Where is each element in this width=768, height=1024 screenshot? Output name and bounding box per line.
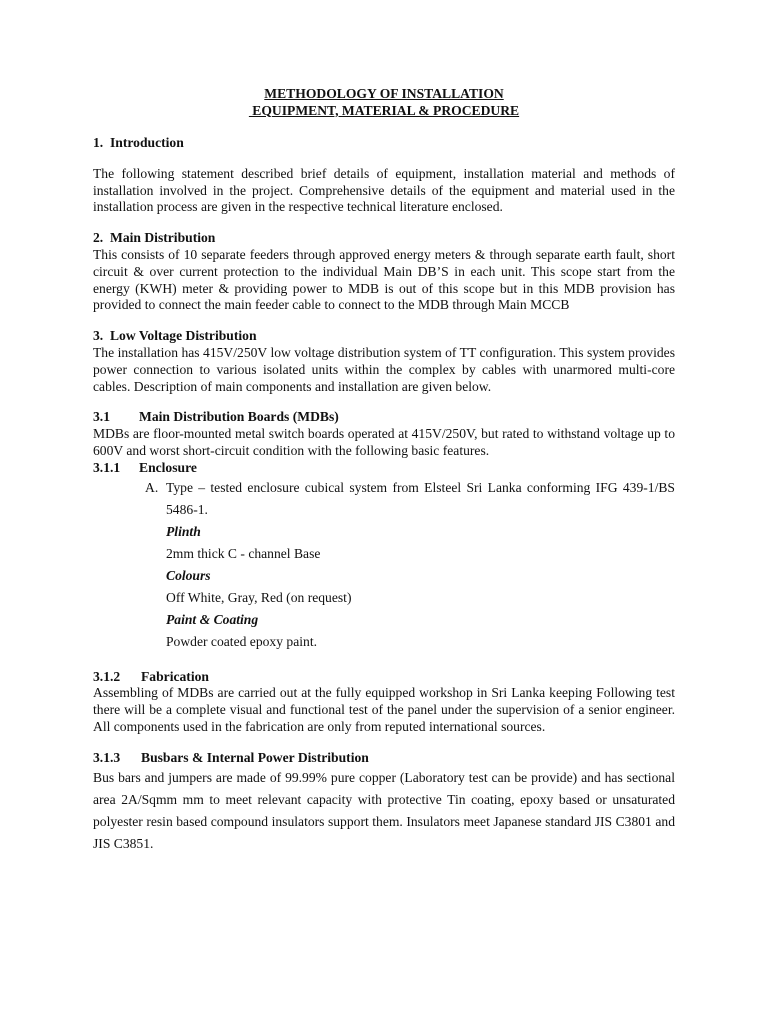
document-title-line-2: EQUIPMENT, MATERIAL & PROCEDURE — [248, 102, 520, 118]
section-heading-low-voltage: 3. Low Voltage Distribution — [93, 328, 257, 344]
document-title-line-1: METHODOLOGY OF INSTALLATION — [264, 86, 504, 101]
section-heading-introduction: 1. Introduction — [93, 135, 184, 150]
section-number-busbars: 3.1.3 — [93, 749, 121, 765]
paint-text: Powder coated epoxy paint. — [166, 633, 317, 649]
section-title-fabrication: Fabrication — [141, 668, 209, 684]
section-heading-main-distribution: 2. Main Distribution — [93, 230, 216, 246]
section-number-enclosure: 3.1.1 — [93, 459, 121, 475]
enclosure-list — [145, 477, 675, 653]
list-item-text: Type – tested enclosure cubical system from Elsteel Sri Lanka conforming IFG 439-1/BS 5486-1. — [166, 479, 675, 517]
section-text-fabrication: Assembling of MDBs are carried out at the fully equipped workshop in Sri Lanka keeping Following test there will be a complete visual and functional test of the panel under the supervision of a senior engineer. All components used in the fabrication are only from reputed international sources. — [93, 685, 675, 734]
section-heading-busbars — [93, 750, 675, 767]
section-heading-fabrication — [93, 669, 675, 686]
section-heading-mdb — [93, 409, 675, 426]
section-text-introduction: The following statement described brief details of equipment, installation material and methods of installation involved in the project. Comprehensive details of the equipment and material used in the installation process are given in the respective technical literature enclosed. — [93, 165, 675, 215]
section-text-busbars: Bus bars and jumpers are made of 99.99% pure copper (Laboratory test can be provide) and has sectional area 2A/Sqmm mm to meet relevant capacity with protective Tin coating, epoxy based or unsaturated polyester resin based compound insulators support them. Insulators meet Japanese standard JIS C3801 and JIS C3851. — [93, 769, 675, 851]
section-text-low-voltage: The installation has 415V/250V low voltage distribution system of TT configuration. This system provides power connection to various isolated units within the complex by cables with unarmored multi-core cables. Description of main components and installation are given below. — [93, 344, 675, 394]
section-title-enclosure: Enclosure — [139, 459, 197, 475]
paint-label: Paint & Coating — [166, 611, 259, 627]
colours-label: Colours — [166, 567, 211, 583]
section-title-mdb: Main Distribution Boards (MDBs) — [139, 409, 339, 425]
list-marker: A. — [145, 479, 159, 495]
document-page — [93, 86, 675, 855]
plinth-text: 2mm thick C - channel Base — [166, 545, 321, 561]
section-number-fabrication: 3.1.2 — [93, 668, 121, 684]
section-title-busbars: Busbars & Internal Power Distribution — [141, 749, 369, 765]
list-item — [145, 477, 675, 521]
section-number-mdb: 3.1 — [93, 409, 110, 425]
section-text-main-distribution: This consists of 10 separate feeders through approved energy meters & through separate earth fault, short circuit & over current protection to the individual Main DB’S in each unit. This scope start from the energy (KWH) meter & providing power to MDB is out of this scope but in this MDB provision has provided to connect the main feeder cable to connect to the MDB through Main MCCB — [93, 246, 675, 313]
section-heading-enclosure — [93, 460, 675, 477]
plinth-label: Plinth — [166, 523, 201, 539]
section-text-mdb: MDBs are floor-mounted metal switch boards operated at 415V/250V, but rated to withstand voltage up to 600V and worst short-circuit condition with the following basic features. — [93, 426, 675, 458]
colours-text: Off White, Gray, Red (on request) — [166, 589, 352, 605]
